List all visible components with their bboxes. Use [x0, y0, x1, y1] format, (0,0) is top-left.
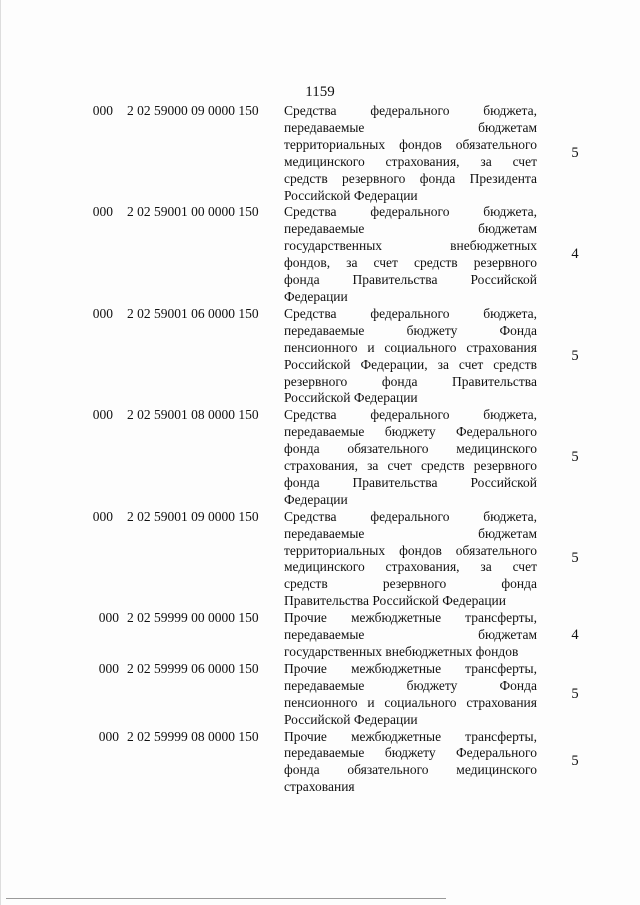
description-line: Средства федерального бюджета, — [284, 508, 537, 524]
description-line: Правительства Российской Федерации — [284, 593, 506, 609]
page-number: 1159 — [305, 84, 335, 100]
row-count: 5 — [571, 449, 579, 465]
description-line: передаваемые бюджетам — [284, 221, 537, 237]
description-line: передаваемые бюджету Федерального — [284, 424, 537, 440]
row-count: 4 — [571, 626, 579, 643]
table-row — [0, 204, 640, 305]
admin-code: 000 — [98, 660, 119, 676]
table-row — [0, 407, 640, 508]
description-line: передаваемые бюджету Фонда — [284, 677, 537, 693]
description-line: фондов, за счет средств резервного — [284, 255, 537, 271]
row-count: 5 — [571, 753, 579, 770]
budget-classification-code: 2 02 59999 00 0000 150 — [127, 610, 259, 626]
table-row — [0, 661, 640, 729]
admin-code: 000 — [92, 407, 113, 423]
description-line: фонда Правительства Российской — [284, 474, 537, 490]
table-row — [0, 509, 640, 610]
description-line: пенсионного и социального страхования — [284, 694, 537, 710]
description-line: передаваемые бюджетам — [284, 525, 537, 541]
row-count: 5 — [571, 685, 579, 702]
description-line: передаваемые бюджетам — [284, 119, 537, 135]
row-description — [284, 103, 537, 204]
description-line: страхования, за счет средств резервного — [284, 458, 537, 474]
admin-code: 000 — [98, 728, 119, 744]
classification-table — [0, 103, 640, 796]
budget-classification-code: 2 02 59000 09 0000 150 — [127, 103, 259, 118]
description-line: государственных внебюджетных — [284, 238, 537, 254]
description-line: страхования — [284, 779, 355, 795]
description-line: Российской Федерации — [284, 390, 418, 406]
description-line: Российской Федерации — [284, 187, 418, 203]
description-line: Средства федерального бюджета, — [284, 407, 537, 423]
row-description — [284, 407, 537, 508]
budget-classification-code: 2 02 59999 06 0000 150 — [127, 660, 259, 676]
budget-classification-code: 2 02 59999 08 0000 150 — [127, 728, 259, 744]
description-line: Прочие межбюджетные трансферты, — [284, 660, 537, 676]
row-description — [284, 509, 537, 610]
description-line: средств резервного фонда Президента — [284, 170, 537, 186]
admin-code: 000 — [98, 610, 119, 626]
row-count: 4 — [571, 246, 579, 263]
description-line: Прочие межбюджетные трансферты, — [284, 610, 537, 626]
admin-code: 000 — [92, 103, 113, 118]
row-count: 5 — [571, 347, 579, 364]
row-description — [284, 729, 537, 797]
budget-classification-code: 2 02 59001 08 0000 150 — [127, 407, 259, 423]
description-line: Российской Федерации, за счет средств — [284, 356, 537, 372]
description-line: государственных внебюджетных фондов — [284, 644, 519, 659]
row-count: 5 — [571, 550, 579, 567]
budget-classification-code: 2 02 59001 06 0000 150 — [127, 305, 259, 321]
budget-classification-code: 2 02 59001 00 0000 150 — [127, 204, 259, 220]
description-line: фонда Правительства Российской — [284, 272, 537, 288]
admin-code: 000 — [92, 508, 113, 524]
description-line: территориальных фондов обязательного — [284, 542, 537, 558]
description-line: Федерации — [284, 288, 348, 304]
description-line: фонда обязательного медицинского — [284, 441, 537, 457]
description-line: передаваемые бюджету Фонда — [284, 322, 537, 338]
description-line: Средства федерального бюджета, — [284, 103, 537, 118]
row-count: 5 — [571, 144, 579, 161]
description-line: средств резервного фонда — [284, 576, 537, 592]
description-line: Средства федерального бюджета, — [284, 305, 537, 321]
description-line: пенсионного и социального страхования — [284, 339, 537, 355]
description-line: передаваемые бюджету Федерального — [284, 745, 537, 761]
description-line: фонда обязательного медицинского — [284, 762, 537, 778]
admin-code: 000 — [92, 204, 113, 220]
row-description — [284, 204, 537, 305]
table-row — [0, 729, 640, 797]
row-description — [284, 610, 537, 661]
row-description — [284, 306, 537, 407]
description-line: резервного фонда Правительства — [284, 373, 537, 389]
description-line: Российской Федерации — [284, 711, 418, 727]
table-row — [0, 610, 640, 661]
budget-classification-code: 2 02 59001 09 0000 150 — [127, 508, 259, 524]
description-line: передаваемые бюджетам — [284, 627, 537, 643]
description-line: Федерации — [284, 491, 348, 507]
table-row — [0, 306, 640, 407]
description-line: медицинского страхования, за счет — [284, 559, 537, 575]
description-line: территориальных фондов обязательного — [284, 136, 537, 152]
description-line: Средства федерального бюджета, — [284, 204, 537, 220]
admin-code: 000 — [92, 305, 113, 321]
row-description — [284, 661, 537, 729]
table-row — [0, 103, 640, 204]
footer-rule — [6, 898, 446, 899]
description-line: Прочие межбюджетные трансферты, — [284, 728, 537, 744]
description-line: медицинского страхования, за счет — [284, 153, 537, 169]
